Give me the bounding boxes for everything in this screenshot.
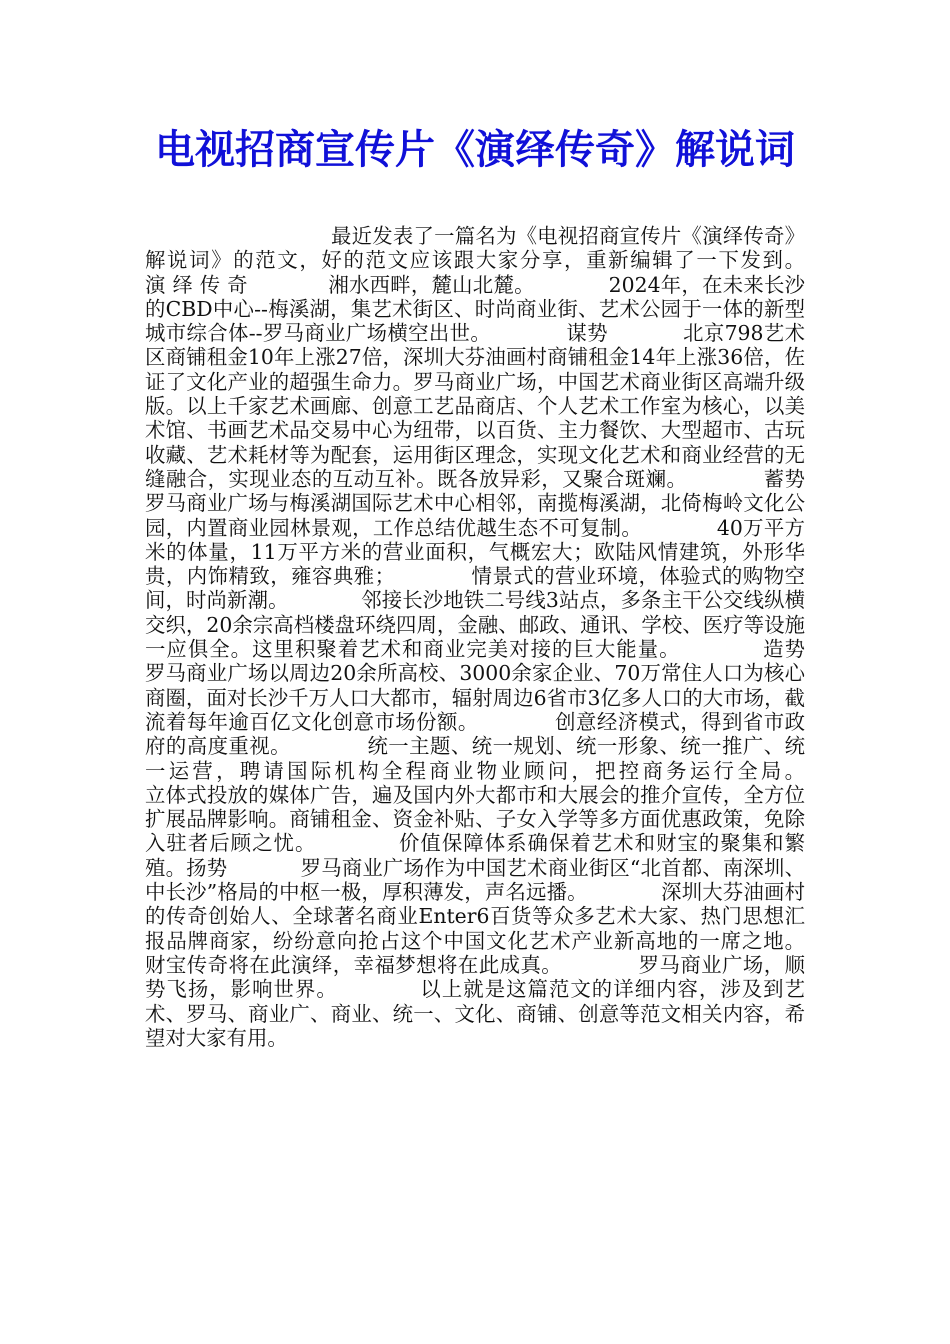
document-body: 最近发表了一篇名为《电视招商宣传片《演绎传奇》解说词》的范文，好的范文应该跟大家分享，重新编辑了一下发到。 演 绎 传 奇 湘水西畔，麓山北麓。 2024年，在未来长沙的CBD中心--梅溪湖，集艺术街区、时尚商业街、艺术公园于一体的新型城市综合体--罗马商业广场横空出世。 谋势 北京798艺术区商铺租金10年上涨27倍，深圳大芬油画村商铺租金14年上涨36倍，佐证了文化产业的超强生命力。罗马商业广场，中国艺术商业街区高端升级版。以上千家艺术画廊、创意工艺品商店、个人艺术工作室为核心，以美术馆、书画艺术品交易中心为纽带，以百货、主力餐饮、大型超市、古玩收藏、艺术耗材等为配套，运用街区理念，实现文化艺术和商业经营的无缝融合，实现业态的互动互补。既各放异彩，又聚合斑斓。 蓄势 罗马商业广场与梅溪湖国际艺术中心相邻，南揽梅溪湖，北倚梅岭文化公园，内置商业园林景观，工作总结优越生态不可复制。 40万平方米的体量，11万平方米的营业面积，气概宏大；欧陆风情建筑，外形华贵，内饰精致，雍容典雅； 情景式的营业环境，体验式的购物空间，时尚新潮。 邻接长沙地铁二号线3站点，多条主干公交线纵横交织，20余宗高档楼盘环绕四周，金融、邮政、通讯、学校、医疗等设施一应俱全。这里积聚着艺术和商业完美对接的巨大能量。 造势 罗马商业广场以周边20余所高校、3000余家企业、70万常住人口为核心商圈，面对长沙千万人口大都市，辐射周边6省市3亿多人口的大市场，截流着每年逾百亿文化创意市场份额。 创意经济模式，得到省市政府的高度重视。 统一主题、统一规划、统一形象、统一推广、统一运营，聘请国际机构全程商业物业顾问，把控商务运行全局。 立体式投放的媒体广告，遍及国内外大都市和大展会的推介宣传，全方位扩展品牌影响。商铺租金、资金补贴、子女入学等多方面优惠政策，免除入驻者后顾之忧。 价值保障体系确保着艺术和财宝的聚集和繁殖。扬势 罗马商业广场作为中国艺术商业街区“北首都、南深圳、中长沙”格局的中枢一极，厚积薄发，声名远播。 深圳大芬油画村的传奇创始人、全球著名商业Enter6百货等众多艺术大家、热门思想汇报品牌商家，纷纷意向抢占这个中国文化艺术产业新高地的一席之地。 财宝传奇将在此演绎，幸福梦想将在此成真。 罗马商业广场，顺势飞扬，影响世界。 以上就是这篇范文的详细内容，涉及到艺术、罗马、商业广、商业、统一、文化、商铺、创意等范文相关内容，希望对大家有用。 [145, 224, 877, 1050]
document-title: 电视招商宣传片《演绎传奇》解说词 [155, 126, 795, 173]
